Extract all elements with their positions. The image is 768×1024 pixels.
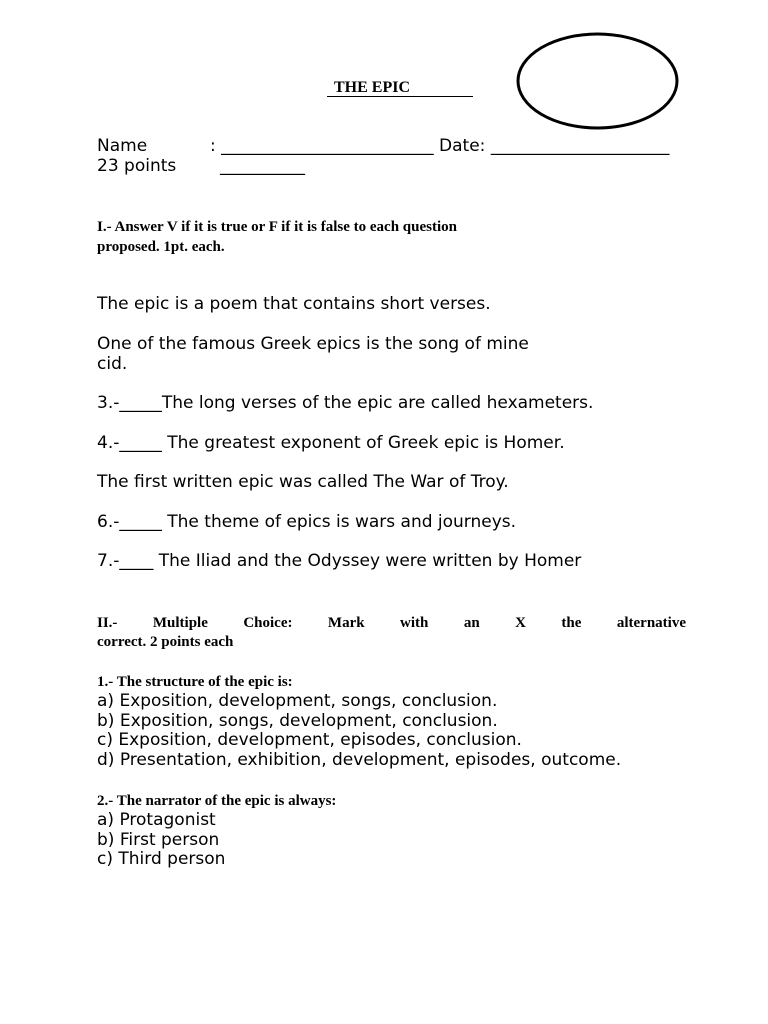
question-prompt: 2.- The narrator of the epic is always:	[97, 793, 337, 809]
option-item: a) Protagonist	[97, 810, 216, 830]
true-false-item	[97, 434, 565, 454]
true-false-item-text: 6.-_____ The theme of epics is wars and journeys.	[97, 512, 517, 532]
true-false-item-text: One of the famous Greek epics is the song of mine	[97, 334, 529, 354]
name-separator: :	[210, 136, 216, 156]
grade-oval-shape	[518, 34, 677, 128]
name-date-fields	[210, 137, 669, 157]
true-false-item	[97, 513, 516, 533]
section-1-heading-line: I.- Answer V if it is true or F if it is false to each question	[97, 219, 457, 235]
true-false-item-text: The epic is a poem that contains short verses.	[97, 294, 491, 314]
points-blank: __________	[220, 156, 305, 176]
true-false-item	[97, 473, 509, 493]
worksheet-title	[327, 79, 473, 97]
option-item: a) Exposition, development, songs, conclusion.	[97, 691, 498, 711]
option-item: b) First person	[97, 829, 220, 850]
true-false-item-text: 3.-_____The long verses of the epic are called hexameters.	[97, 393, 594, 413]
true-false-item-text: The first written epic was called The War of Troy.	[97, 472, 509, 492]
section-1-heading-line: proposed. 1pt. each.	[97, 239, 225, 255]
grade-oval	[516, 32, 680, 132]
name-label: Name	[97, 136, 148, 156]
question-options	[97, 692, 621, 770]
true-false-item	[97, 552, 581, 572]
true-false-item-text: 4.-_____ The greatest exponent of Greek epic is Homer.	[97, 433, 565, 453]
true-false-item	[97, 295, 491, 315]
option-item: b) Exposition, songs, development, conclusion.	[97, 710, 498, 731]
name-blank: _________________________	[221, 136, 434, 156]
true-false-item-text: cid.	[97, 353, 128, 374]
points-label: 23 points	[97, 156, 177, 176]
true-false-item	[97, 394, 593, 414]
option-item: c) Exposition, development, episodes, conclusion.	[97, 730, 522, 751]
section-2-heading-line: correct. 2 points each	[97, 634, 234, 650]
true-false-item-text: 7.-____ The Iliad and the Odyssey were written by Homer	[97, 551, 582, 571]
option-item: c) Third person	[97, 849, 226, 870]
question-prompt: 1.- The structure of the epic is:	[97, 674, 293, 690]
worksheet-title-text: THE EPIC	[334, 79, 411, 96]
true-false-item	[97, 335, 529, 374]
date-label: Date:	[439, 136, 486, 156]
date-blank: _____________________	[490, 136, 670, 156]
option-item: d) Presentation, exhibition, development, episodes, outcome.	[97, 749, 622, 770]
section-2-heading-line: II.- Multiple Choice: Mark with an X the alternative	[97, 615, 686, 631]
question-options	[97, 811, 225, 870]
